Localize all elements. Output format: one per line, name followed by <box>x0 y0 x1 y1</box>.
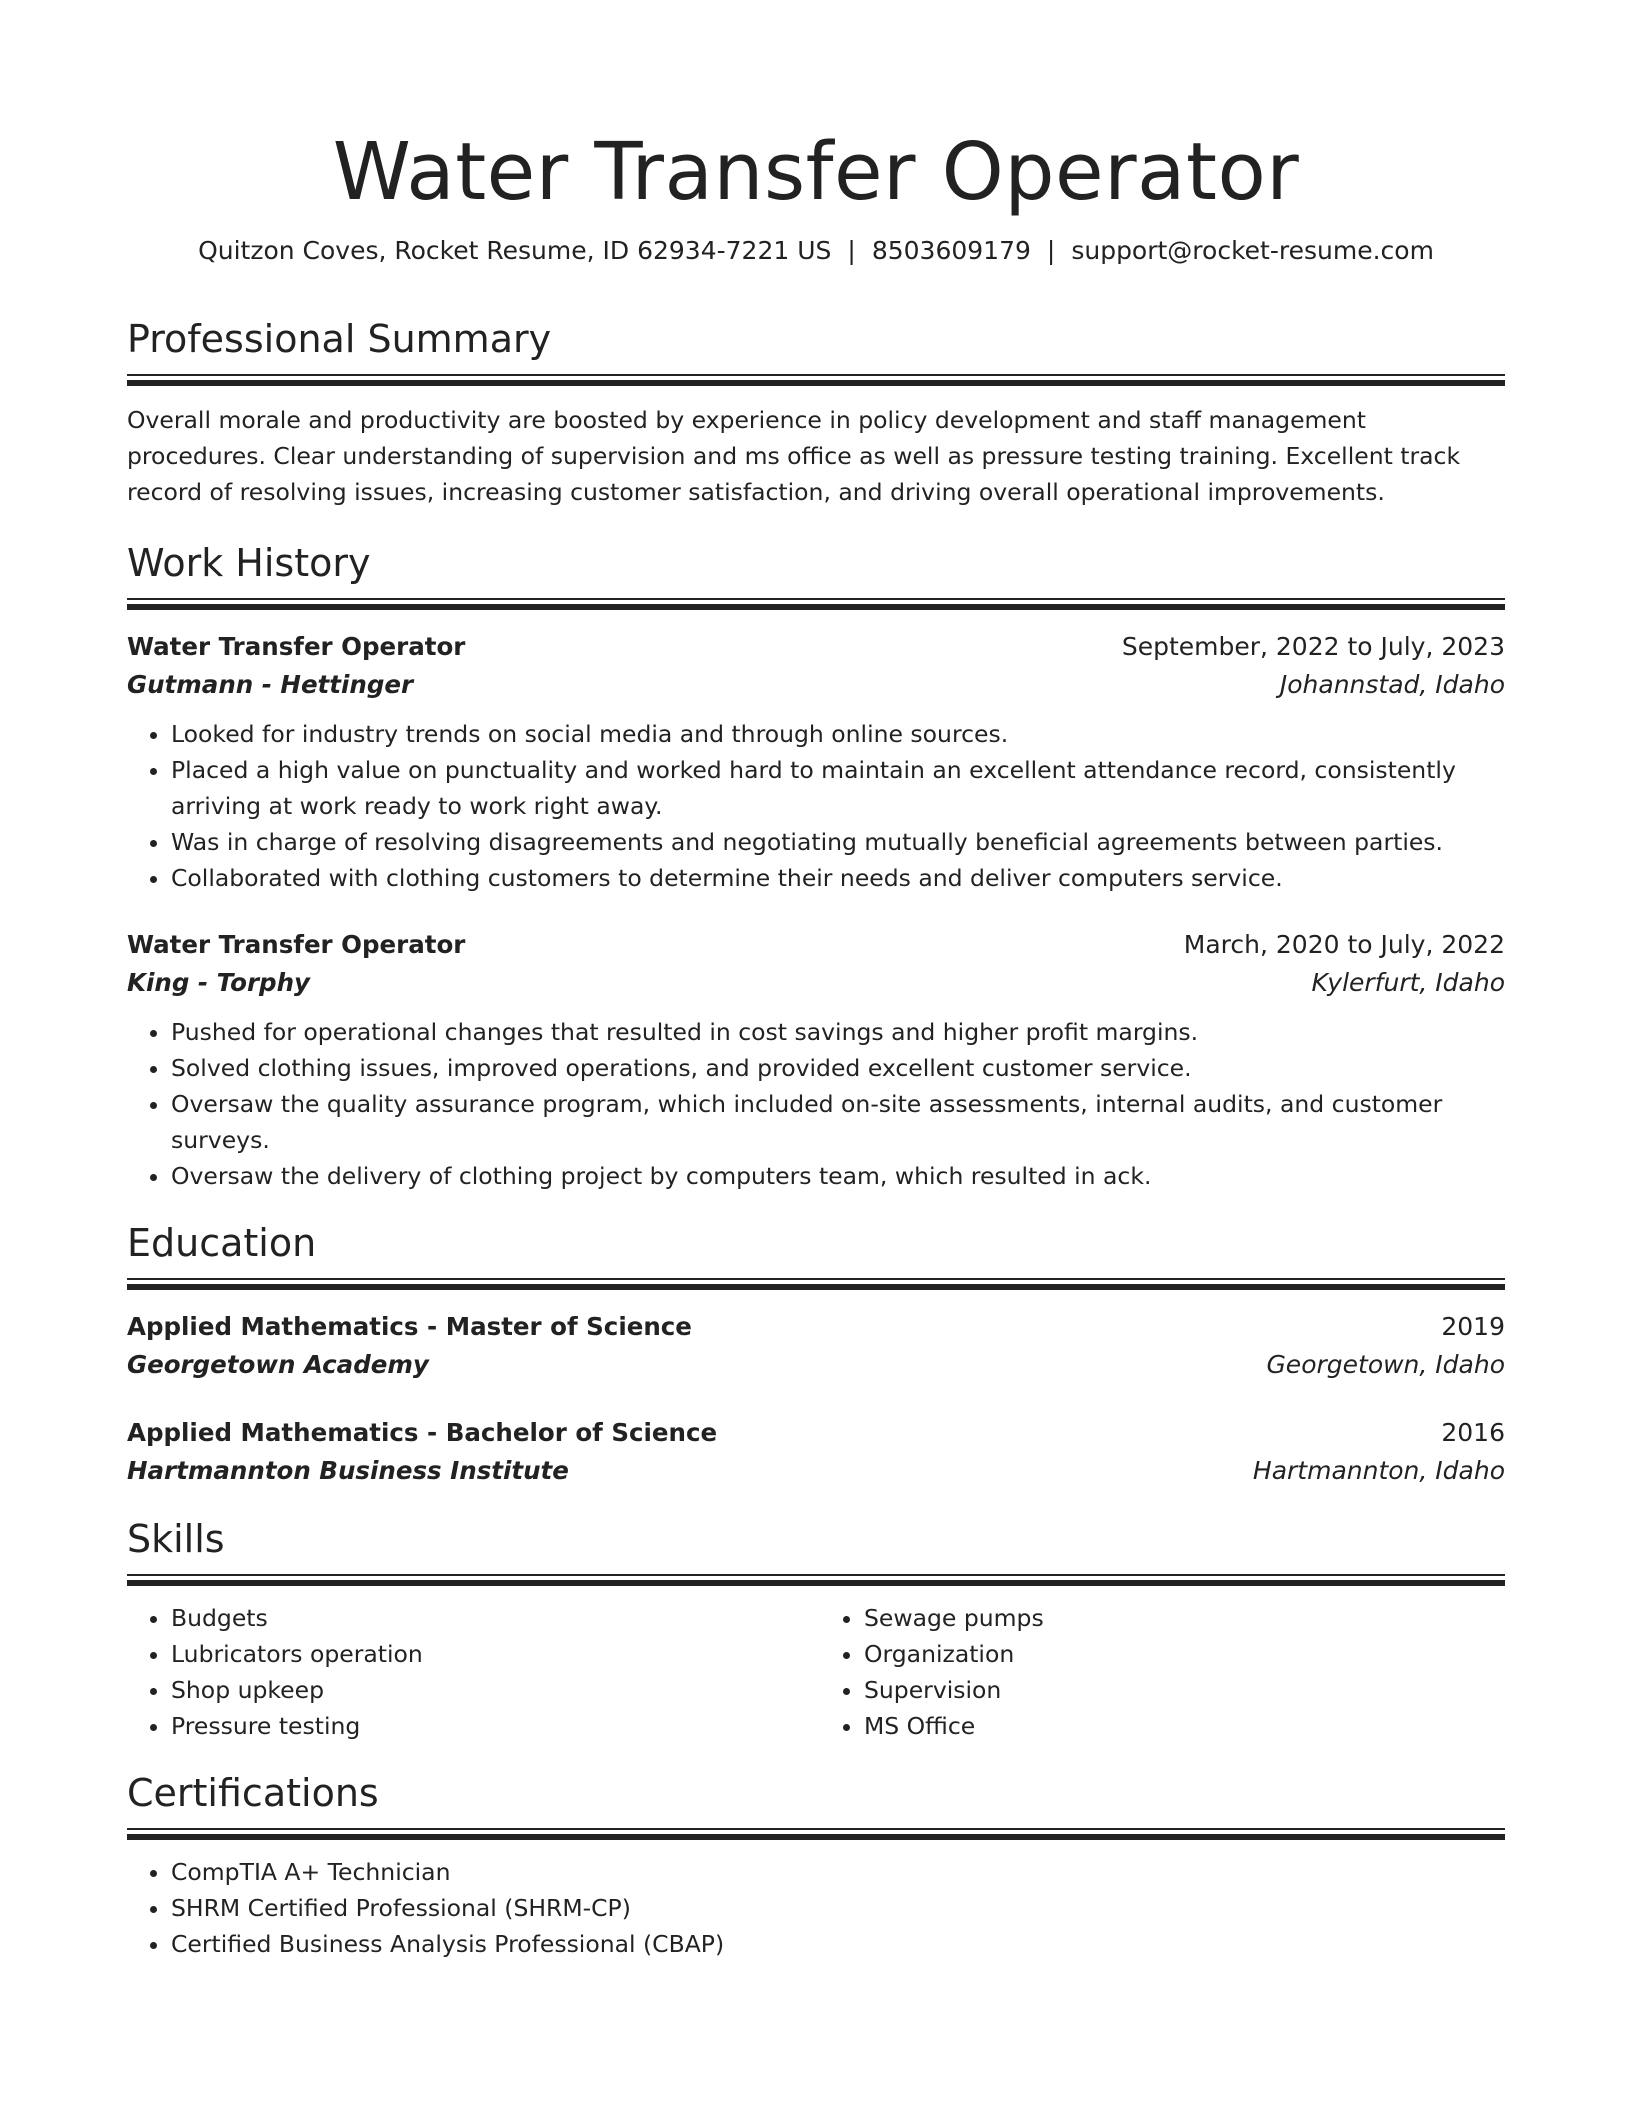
certifications-list <box>127 1854 1505 1962</box>
list-item: • Placed a high value on punctuality and worked hard to maintain an excellent attendance record, consistently arriving at work ready to work right away. <box>171 752 1505 824</box>
contact-line <box>127 234 1505 268</box>
job-header-row <box>127 628 1505 666</box>
list-item: • Certified Business Analysis Professional (CBAP) <box>171 1926 1505 1962</box>
education-year: 2016 <box>1441 1418 1505 1447</box>
skills-columns <box>127 1600 1505 1744</box>
education-year: 2019 <box>1441 1312 1505 1341</box>
education-section <box>127 1220 1505 1490</box>
job-bullets <box>127 716 1505 896</box>
section-divider <box>127 1278 1505 1290</box>
section-title-education: Education <box>127 1221 317 1265</box>
education-header-row <box>127 1308 1505 1346</box>
education-header-row <box>127 1414 1505 1452</box>
summary-text: Overall morale and productivity are boosted by experience in policy development and staff management procedures. Clear understanding of supervision and ms office as well as pressure testing training. Excellent track record of resolving issues, increasing customer satisfaction, and driving overall operational improvements. <box>127 406 1461 506</box>
job-company: King - Torphy <box>127 968 311 997</box>
list-item: • Shop upkeep <box>171 1672 816 1708</box>
list-item: • Looked for industry trends on social media and through online sources. <box>171 716 1505 752</box>
education-degree: Applied Mathematics - Bachelor of Science <box>127 1418 718 1447</box>
education-location: Hartmannton, Idaho <box>1252 1456 1505 1485</box>
list-item: • Collaborated with clothing customers to determine their needs and deliver computers service. <box>171 860 1505 896</box>
list-item: • Oversaw the delivery of clothing project by computers team, which resulted in ack. <box>171 1158 1505 1194</box>
job-entry <box>127 926 1505 1194</box>
list-item: • Pushed for operational changes that resulted in cost savings and higher profit margins. <box>171 1014 1505 1050</box>
list-item: • Pressure testing <box>171 1708 816 1744</box>
section-title-summary: Professional Summary <box>127 317 552 361</box>
education-school: Hartmannton Business Institute <box>127 1456 569 1485</box>
skills-list-right <box>816 1600 1505 1744</box>
section-divider <box>127 598 1505 610</box>
job-location: Johannstad, Idaho <box>1279 670 1505 699</box>
section-divider <box>127 1828 1505 1840</box>
job-title: Water Transfer Operator <box>127 930 466 959</box>
job-bullets <box>127 1014 1505 1194</box>
section-title-certifications: Certifications <box>127 1771 379 1815</box>
work-history-section <box>127 540 1505 1194</box>
education-entry <box>127 1308 1505 1384</box>
list-item: • MS Office <box>864 1708 1505 1744</box>
certifications-section <box>127 1770 1505 1962</box>
job-location: Kylerfurt, Idaho <box>1311 968 1505 997</box>
list-item: • CompTIA A+ Technician <box>171 1854 1505 1890</box>
education-school-row <box>127 1346 1505 1384</box>
contact-address: Quitzon Coves, Rocket Resume, ID 62934-7221 US <box>198 236 832 265</box>
section-title-work-history: Work History <box>127 541 371 585</box>
section-divider <box>127 374 1505 386</box>
job-title: Water Transfer Operator <box>127 632 466 661</box>
contact-separator: | <box>847 236 856 265</box>
skills-list-left <box>127 1600 816 1744</box>
job-dates: September, 2022 to July, 2023 <box>1121 632 1505 661</box>
job-company-row <box>127 666 1505 704</box>
list-item: • Was in charge of resolving disagreements and negotiating mutually beneficial agreements between parties. <box>171 824 1505 860</box>
skills-section <box>127 1516 1505 1744</box>
list-item: • Budgets <box>171 1600 816 1636</box>
education-location: Georgetown, Idaho <box>1266 1350 1505 1379</box>
education-entry <box>127 1414 1505 1490</box>
education-school: Georgetown Academy <box>127 1350 429 1379</box>
contact-separator: | <box>1046 236 1056 265</box>
resume-name: Water Transfer Operator <box>332 126 1300 218</box>
summary-section <box>127 316 1505 510</box>
job-header-row <box>127 926 1505 964</box>
job-entry <box>127 628 1505 896</box>
job-dates: March, 2020 to July, 2022 <box>1183 930 1505 959</box>
job-company: Gutmann - Hettinger <box>127 670 414 699</box>
list-item: • SHRM Certified Professional (SHRM-CP) <box>171 1890 1505 1926</box>
job-company-row <box>127 964 1505 1002</box>
list-item: • Lubricators operation <box>171 1636 816 1672</box>
list-item: • Sewage pumps <box>864 1600 1505 1636</box>
contact-email: support@rocket-resume.com <box>1071 236 1434 265</box>
list-item: • Organization <box>864 1636 1505 1672</box>
education-school-row <box>127 1452 1505 1490</box>
list-item: • Oversaw the quality assurance program, which included on-site assessments, internal audits, and customer surveys. <box>171 1086 1505 1158</box>
section-divider <box>127 1574 1505 1586</box>
education-degree: Applied Mathematics - Master of Science <box>127 1312 692 1341</box>
list-item: • Solved clothing issues, improved operations, and provided excellent customer service. <box>171 1050 1505 1086</box>
list-item: • Supervision <box>864 1672 1505 1708</box>
contact-phone: 8503609179 <box>871 236 1031 265</box>
section-title-skills: Skills <box>127 1517 225 1561</box>
